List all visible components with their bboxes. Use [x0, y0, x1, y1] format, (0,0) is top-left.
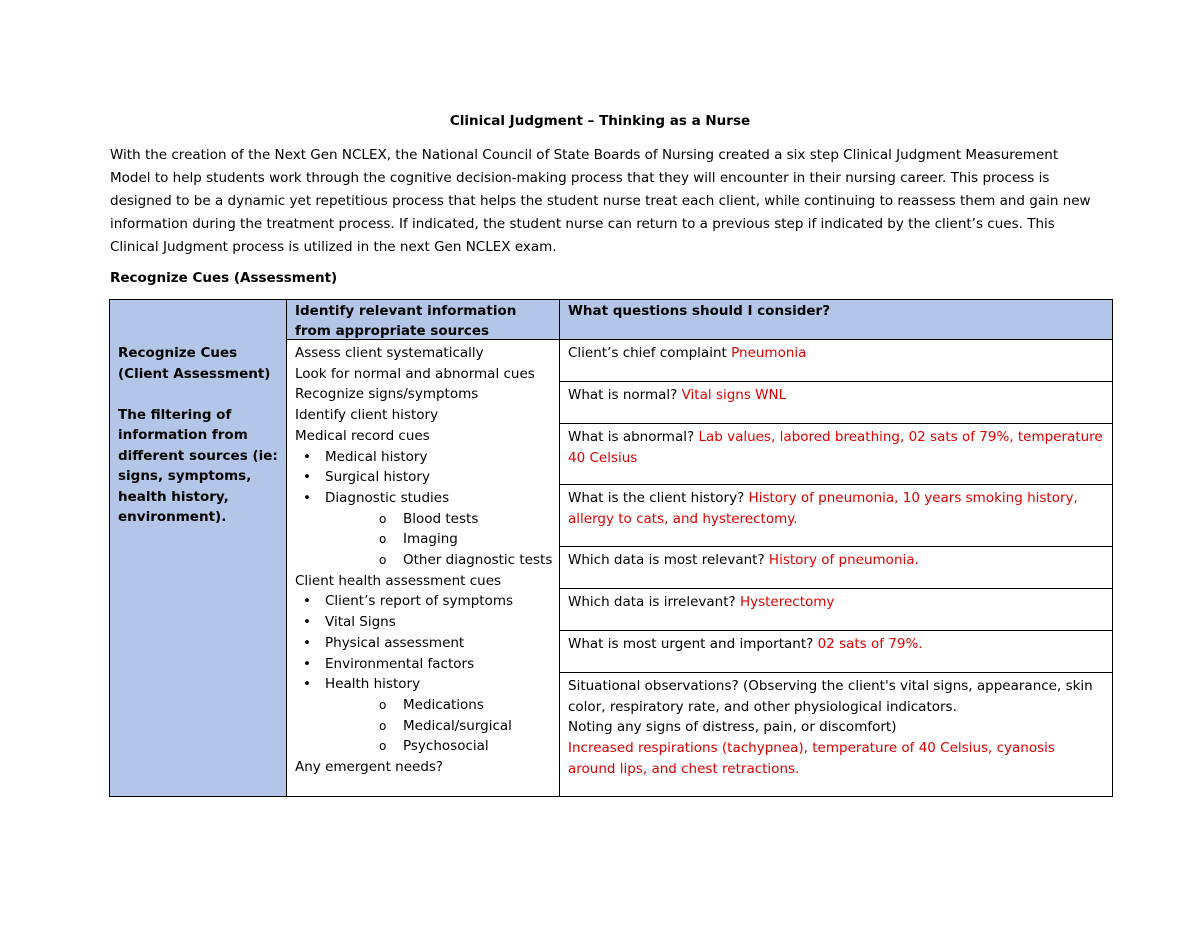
question-text: Which data is irrelevant? — [568, 594, 740, 610]
source-subbullet-item: o Other diagnostic tests — [295, 550, 555, 571]
source-item: Any emergent needs? — [295, 759, 444, 776]
source-bullet-item: • Physical assessment — [295, 633, 555, 654]
source-subbullet-item: o Psychosocial — [295, 736, 555, 757]
source-bullet-item: • Client’s report of symptoms — [295, 591, 555, 612]
answer-text: Lab values, labored breathing, 02 sats of 79%, temperature 40 Celsius — [568, 429, 1103, 466]
answer-text: History of pneumonia. — [768, 552, 919, 568]
source-subbullet-item: o Medical/surgical — [295, 716, 555, 737]
category-column — [110, 300, 287, 796]
category-description: The filtering of information from different sources (ie: signs, symptoms, health history, environment). — [118, 406, 278, 525]
question-cell — [568, 427, 1106, 468]
category-title: Recognize Cues (Client Assessment) — [118, 345, 271, 382]
question-row — [560, 673, 1112, 797]
source-bullet-item: • Surgical history — [295, 467, 555, 488]
question-text: What is normal? — [568, 387, 682, 403]
source-subbullet-item: o Medications — [295, 695, 555, 716]
question-text: Which data is most relevant? — [568, 552, 769, 568]
answer-text: Pneumonia — [731, 345, 807, 361]
question-cell — [568, 676, 1106, 780]
sources-header — [287, 300, 559, 340]
question-row — [560, 382, 1112, 424]
questions-column — [560, 300, 1112, 796]
questions-header — [560, 300, 1112, 340]
source-item: Identify client history — [295, 407, 439, 424]
answer-text: 02 sats of 79%. — [817, 636, 923, 652]
source-bullet-item: • Vital Signs — [295, 612, 555, 633]
question-text: What is abnormal? — [568, 429, 699, 445]
question-row — [560, 424, 1112, 485]
question-cell — [568, 634, 1106, 655]
question-cell — [568, 488, 1106, 529]
source-subbullet-item: o Imaging — [295, 529, 555, 550]
answer-text: Increased respirations (tachypnea), temperature of 40 Celsius, cyanosis around lips, and chest retractions. — [568, 740, 1055, 777]
source-item: Recognize signs/symptoms — [295, 386, 479, 403]
question-row — [560, 340, 1112, 382]
source-bullet-item: • Medical history — [295, 447, 555, 468]
intro-paragraph: With the creation of the Next Gen NCLEX, the National Council of State Boards of Nursing created a six step Clinical Judgment Measurement Model to help students work through the cognitive decision-making process that they will encounter in their nursing career. This process is designed to be a dynamic yet repetitious process that helps the student nurse treat each client, while continuing to reassess them and gain new information during the treatment process. If indicated, the student nurse can return to a previous step if indicated by the client’s cues. This Clinical Judgment process is utilized in the next Gen NCLEX exam. — [110, 147, 1091, 255]
section-heading: Recognize Cues (Assessment) — [110, 270, 338, 286]
question-row — [560, 589, 1112, 631]
category-cell — [118, 343, 283, 528]
question-text: Client’s chief complaint — [568, 345, 732, 361]
question-text-continued: Noting any signs of distress, pain, or discomfort) — [568, 719, 897, 736]
question-row — [560, 631, 1112, 673]
answer-text: Hysterectomy — [739, 594, 835, 610]
recognize-cues-table — [109, 299, 1113, 797]
source-bullet-item: • Diagnostic studies — [295, 488, 555, 509]
sources-list — [295, 343, 555, 778]
sources-header-label: Identify relevant information from appropriate sources — [295, 303, 517, 339]
answer-text: History of pneumonia, 10 years smoking history, allergy to cats, and hysterectomy. — [568, 490, 1078, 527]
source-item: Medical record cues — [295, 427, 430, 444]
question-text: What is the client history? — [568, 490, 749, 506]
source-item: Look for normal and abnormal cues — [295, 365, 535, 382]
question-text: What is most urgent and important? — [568, 636, 818, 652]
question-cell — [568, 550, 1106, 571]
source-bullet-item: • Environmental factors — [295, 654, 555, 675]
source-item: Client health assessment cues — [295, 572, 502, 589]
source-bullet-item: • Health history — [295, 674, 555, 695]
questions-header-label: What questions should I consider? — [568, 303, 831, 319]
question-cell — [568, 343, 1106, 364]
document-title: Clinical Judgment – Thinking as a Nurse — [449, 113, 751, 129]
question-row — [560, 485, 1112, 547]
question-cell — [568, 385, 1106, 406]
answer-text: Vital signs WNL — [681, 387, 787, 403]
question-row — [560, 547, 1112, 589]
source-item: Assess client systematically — [295, 345, 484, 361]
question-cell — [568, 592, 1106, 613]
source-subbullet-item: o Blood tests — [295, 509, 555, 530]
sources-column — [287, 300, 560, 796]
question-text: Situational observations? (Observing the client's vital signs, appearance, skin color, respiratory rate, and other physiological indicators. — [568, 678, 1093, 715]
